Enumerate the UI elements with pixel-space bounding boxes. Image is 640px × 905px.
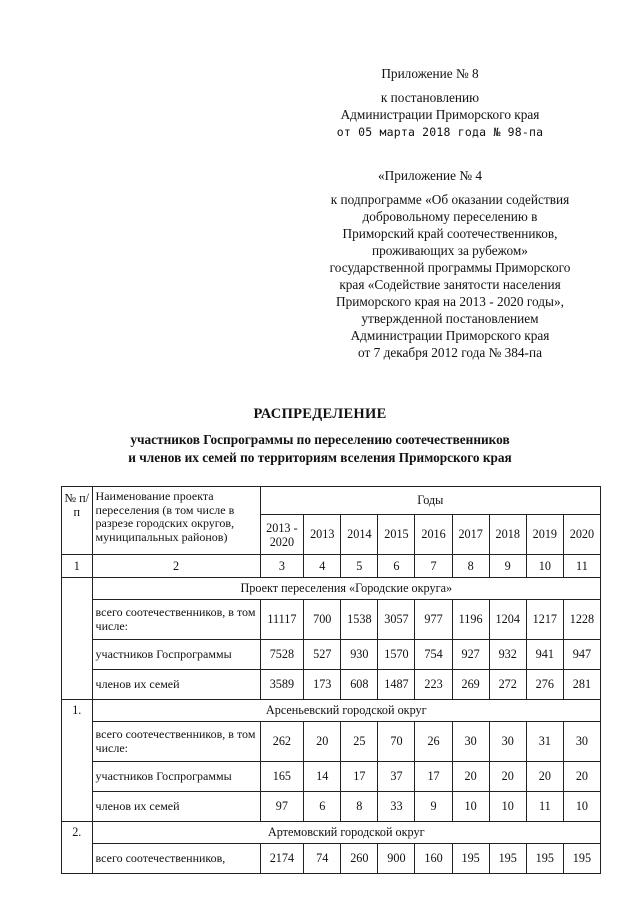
section-number <box>62 578 93 700</box>
value-cell: 26 <box>415 722 452 762</box>
section-header-row <box>62 578 601 600</box>
row-label: членов их семей <box>92 792 260 822</box>
value-cell: 2174 <box>260 844 304 874</box>
column-number: 7 <box>415 555 452 578</box>
value-cell: 160 <box>415 844 452 874</box>
column-number: 6 <box>378 555 415 578</box>
value-cell: 20 <box>304 722 341 762</box>
value-cell: 20 <box>563 762 600 792</box>
row-label: участников Госпрограммы <box>92 762 260 792</box>
section-title: Артемовский городской округ <box>92 822 600 844</box>
value-cell: 1217 <box>526 600 563 640</box>
section-title: Арсеньевский городской округ <box>92 700 600 722</box>
header-name-cell: Наименование проекта переселения (в том числе в разрезе городских округов, муниципальных районов) <box>92 487 260 555</box>
year-cell: 2018 <box>489 515 526 555</box>
column-number: 3 <box>260 555 304 578</box>
value-cell: 947 <box>563 640 600 670</box>
value-cell: 20 <box>489 762 526 792</box>
appendix-line-1: к постановлению <box>380 90 480 105</box>
row-label: участников Госпрограммы <box>92 640 260 670</box>
value-cell: 527 <box>304 640 341 670</box>
column-number: 10 <box>526 555 563 578</box>
value-cell: 977 <box>415 600 452 640</box>
row-label: всего соотечественников, в том числе: <box>92 600 260 640</box>
table-row <box>62 640 601 670</box>
value-cell: 11 <box>526 792 563 822</box>
inner-appendix-line: к подпрограмме «Об оказании содействия <box>330 192 570 207</box>
distribution-table <box>61 486 601 874</box>
value-cell: 1538 <box>341 600 378 640</box>
value-cell: 262 <box>260 722 304 762</box>
value-cell: 30 <box>452 722 489 762</box>
table-row <box>62 792 601 822</box>
header-years-cell: Годы <box>260 487 600 515</box>
inner-appendix-line: Приморского края на 2013 - 2020 годы», <box>336 294 564 309</box>
value-cell: 173 <box>304 670 341 700</box>
value-cell: 17 <box>341 762 378 792</box>
row-label: всего соотечественников, <box>92 844 260 874</box>
value-cell: 20 <box>452 762 489 792</box>
value-cell: 272 <box>489 670 526 700</box>
appendix-line-2: Администрации Приморского края <box>340 107 540 122</box>
value-cell: 1204 <box>489 600 526 640</box>
table-row <box>62 600 601 640</box>
appendix-date-stamp: от 05 марта 2018 года № 98-па <box>336 125 544 139</box>
value-cell: 11117 <box>260 600 304 640</box>
value-cell: 10 <box>489 792 526 822</box>
value-cell: 754 <box>415 640 452 670</box>
table-row <box>62 844 601 874</box>
value-cell: 10 <box>452 792 489 822</box>
section-number: 2. <box>62 822 93 874</box>
column-number: 8 <box>452 555 489 578</box>
inner-appendix-line: добровольному переселению в <box>362 209 538 224</box>
value-cell: 941 <box>526 640 563 670</box>
value-cell: 195 <box>489 844 526 874</box>
section-header-row <box>62 822 601 844</box>
value-cell: 6 <box>304 792 341 822</box>
column-number: 9 <box>489 555 526 578</box>
inner-appendix-line: от 7 декабря 2012 года № 384-па <box>358 345 542 360</box>
value-cell: 9 <box>415 792 452 822</box>
value-cell: 74 <box>304 844 341 874</box>
value-cell: 281 <box>563 670 600 700</box>
value-cell: 8 <box>341 792 378 822</box>
value-cell: 195 <box>452 844 489 874</box>
table-header-row <box>62 487 601 515</box>
section-number: 1. <box>62 700 93 822</box>
column-number: 4 <box>304 555 341 578</box>
value-cell: 1487 <box>378 670 415 700</box>
inner-appendix-title: «Приложение № 4 <box>378 168 482 183</box>
year-cell: 2013 - 2020 <box>260 515 304 555</box>
value-cell: 700 <box>304 600 341 640</box>
value-cell: 930 <box>341 640 378 670</box>
value-cell: 1196 <box>452 600 489 640</box>
inner-appendix-line: Приморский край соотечественников, <box>342 226 558 241</box>
value-cell: 3589 <box>260 670 304 700</box>
value-cell: 269 <box>452 670 489 700</box>
section-header-row <box>62 700 601 722</box>
value-cell: 223 <box>415 670 452 700</box>
value-cell: 33 <box>378 792 415 822</box>
year-cell: 2016 <box>415 515 452 555</box>
value-cell: 260 <box>341 844 378 874</box>
document-title: РАСПРЕДЕЛЕНИЕ <box>253 406 387 422</box>
column-number: 5 <box>341 555 378 578</box>
value-cell: 20 <box>526 762 563 792</box>
year-cell: 2019 <box>526 515 563 555</box>
document-subtitle-line-2: и членов их семей по территориям вселения Приморского края <box>128 450 512 465</box>
table-row <box>62 722 601 762</box>
section-title: Проект переселения «Городские округа» <box>92 578 600 600</box>
year-cell: 2015 <box>378 515 415 555</box>
value-cell: 31 <box>526 722 563 762</box>
value-cell: 7528 <box>260 640 304 670</box>
table-body <box>62 578 601 874</box>
value-cell: 97 <box>260 792 304 822</box>
header-num-cell: № п/п <box>62 487 93 555</box>
year-cell: 2020 <box>563 515 600 555</box>
value-cell: 195 <box>563 844 600 874</box>
inner-appendix-line: государственной программы Приморского <box>329 260 571 275</box>
column-number: 2 <box>92 555 260 578</box>
column-numbers-row <box>62 555 601 578</box>
row-label: всего соотечественников, в том числе: <box>92 722 260 762</box>
value-cell: 25 <box>341 722 378 762</box>
value-cell: 17 <box>415 762 452 792</box>
year-cell: 2017 <box>452 515 489 555</box>
year-cell: 2013 <box>304 515 341 555</box>
table-row <box>62 670 601 700</box>
inner-appendix-line: Администрации Приморского края <box>350 328 550 343</box>
inner-appendix-line: утвержденной постановлением <box>361 311 539 326</box>
year-cell: 2014 <box>341 515 378 555</box>
value-cell: 1228 <box>563 600 600 640</box>
table-row <box>62 762 601 792</box>
inner-appendix-line: края «Содействие занятости населения <box>339 277 561 292</box>
value-cell: 37 <box>378 762 415 792</box>
value-cell: 927 <box>452 640 489 670</box>
value-cell: 165 <box>260 762 304 792</box>
value-cell: 1570 <box>378 640 415 670</box>
value-cell: 14 <box>304 762 341 792</box>
value-cell: 10 <box>563 792 600 822</box>
value-cell: 30 <box>563 722 600 762</box>
row-label: членов их семей <box>92 670 260 700</box>
value-cell: 276 <box>526 670 563 700</box>
column-number: 1 <box>62 555 93 578</box>
value-cell: 3057 <box>378 600 415 640</box>
inner-appendix-line: проживающих за рубежом» <box>372 243 528 258</box>
value-cell: 608 <box>341 670 378 700</box>
value-cell: 195 <box>526 844 563 874</box>
value-cell: 70 <box>378 722 415 762</box>
value-cell: 30 <box>489 722 526 762</box>
appendix-title: Приложение № 8 <box>381 66 479 81</box>
value-cell: 900 <box>378 844 415 874</box>
document-subtitle-line-1: участников Госпрограммы по переселению соотечественников <box>130 432 510 447</box>
column-number: 11 <box>563 555 600 578</box>
value-cell: 932 <box>489 640 526 670</box>
